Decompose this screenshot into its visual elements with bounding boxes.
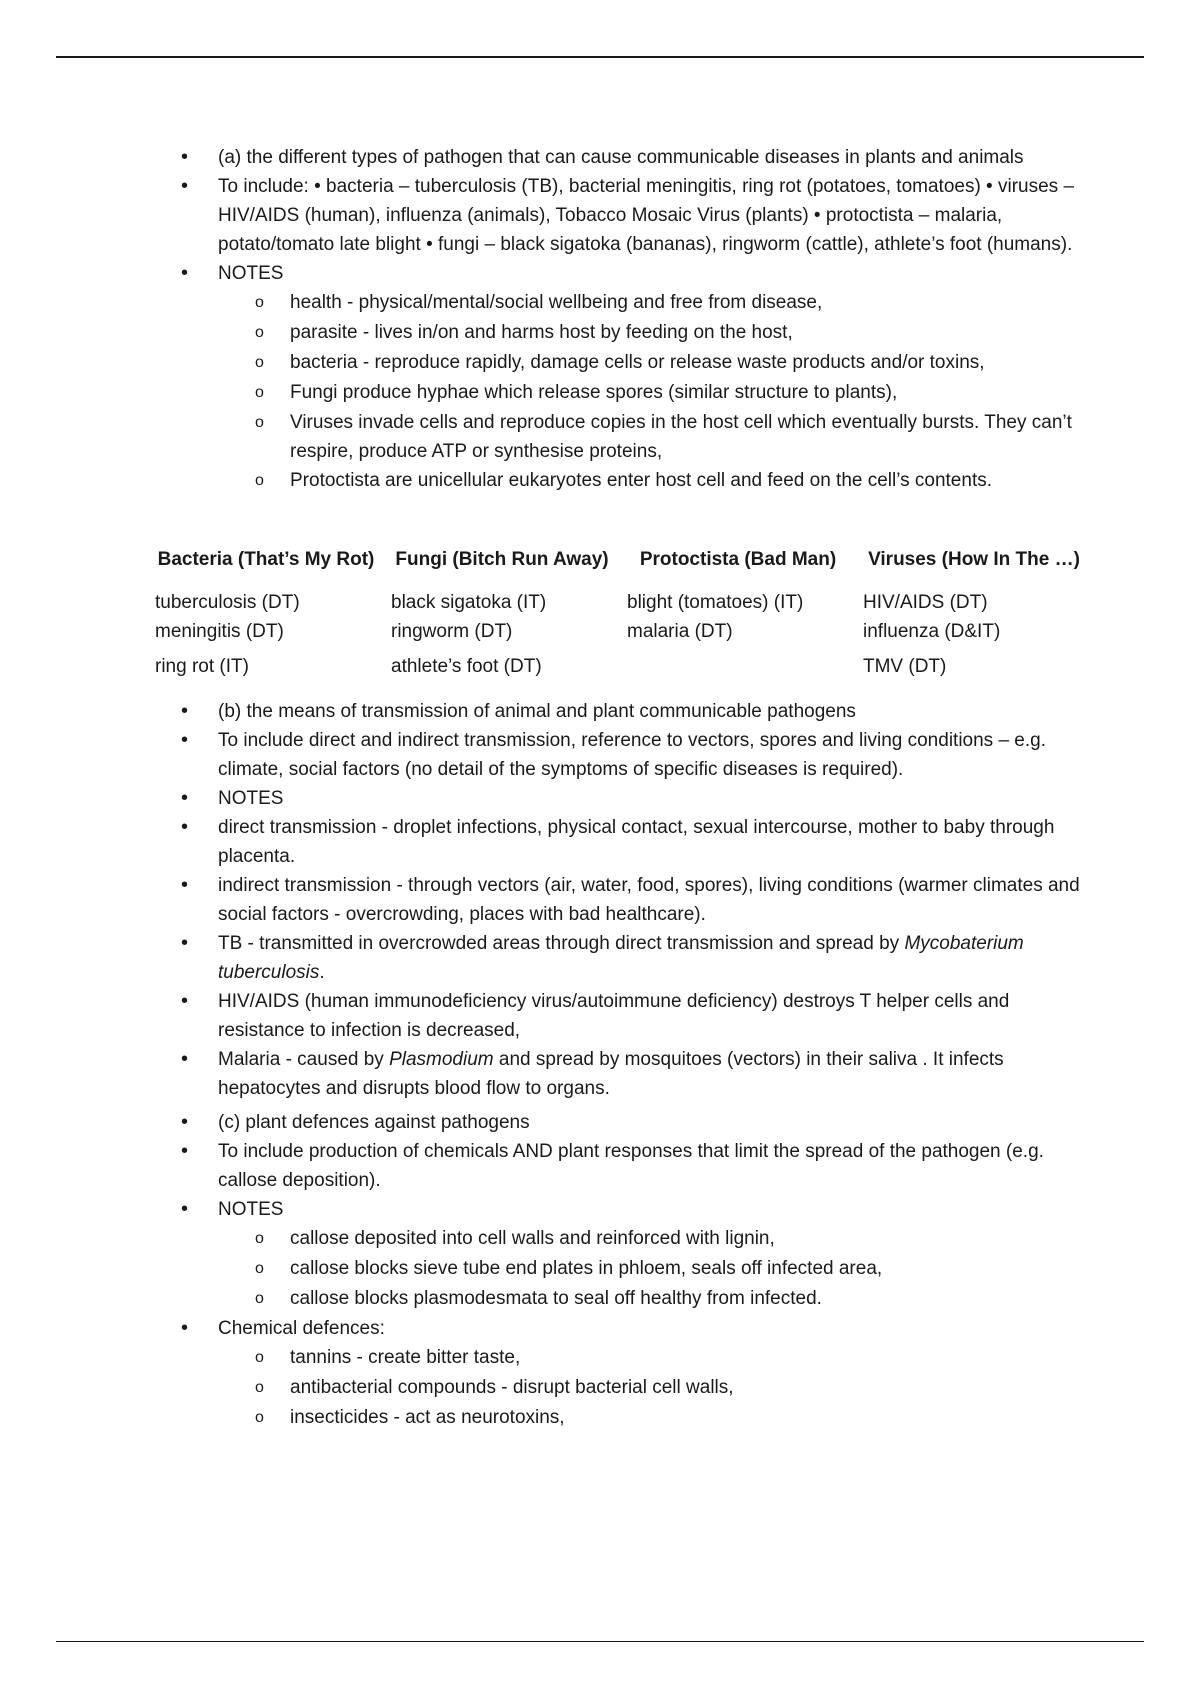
note-item: o insecticides - act as neurotoxins,: [0, 1403, 1200, 1433]
list-item: • (b) the means of transmission of animal and plant communicable pathogens: [0, 697, 1200, 726]
species-name: Mycobaterium tuberculosis: [218, 933, 1024, 983]
table-cell: blight (tomatoes) (IT): [627, 592, 804, 613]
note-item: o tannins - create bitter taste,: [0, 1343, 1200, 1373]
list-item: • HIV/AIDS (human immunodeficiency virus/autoimmune deficiency) destroys T helper cells and resistance to infection is decreased,: [0, 987, 1200, 1045]
section-a: [0, 143, 1200, 496]
table-cell: HIV/AIDS (DT): [863, 592, 988, 613]
table-cell: [620, 646, 856, 681]
note-item: o Protoctista are unicellular eukaryotes enter host cell and feed on the cell’s contents.: [0, 466, 1200, 496]
chemical-defences-list: [0, 1314, 1200, 1343]
table-cell: ring rot (IT): [155, 656, 249, 677]
text-run: TB - transmitted in overcrowded areas through direct transmission and spread by: [218, 933, 905, 954]
list-item: • Chemical defences:: [0, 1314, 1200, 1343]
section-a-list: [0, 143, 1200, 288]
note-item: o bacteria - reproduce rapidly, damage cells or release waste products and/or toxins,: [0, 348, 1200, 378]
list-item: • NOTES: [0, 784, 1200, 813]
table-row: [148, 588, 1092, 617]
section-c-list: [0, 1108, 1200, 1224]
list-item: • To include: • bacteria – tuberculosis (TB), bacterial meningitis, ring rot (potatoes, tomatoes) • viruses – HIV/AIDS (human), influenza (animals), Tobacco Mosaic Virus (plants) • protoctista – malaria, potato/tomato late blight • fungi – black sigatoka (bananas), ringworm (cattle), athlete’s foot (humans).: [0, 172, 1200, 259]
section-b-list: [0, 697, 1200, 1103]
table-header: Viruses (How In The …): [868, 548, 1080, 570]
list-item: • NOTES: [0, 1195, 1200, 1224]
note-item: o health - physical/mental/social wellbeing and free from disease,: [0, 288, 1200, 318]
header-rule: [56, 56, 1144, 58]
section-c-notes: [0, 1224, 1200, 1314]
list-item: [0, 1045, 1200, 1103]
list-item: • (a) the different types of pathogen that can cause communicable diseases in plants and animals: [0, 143, 1200, 172]
note-item: o Viruses invade cells and reproduce copies in the host cell which eventually bursts. They can’t respire, produce ATP or synthesise proteins,: [0, 408, 1200, 466]
table-row: [148, 617, 1092, 646]
section-c: [0, 1108, 1200, 1433]
table-header: Fungi (Bitch Run Away): [395, 548, 609, 570]
text-run: Malaria - caused by: [218, 1049, 390, 1070]
note-item: o Fungi produce hyphae which release spores (similar structure to plants),: [0, 378, 1200, 408]
table-header-row: [148, 530, 1092, 588]
list-item: • NOTES: [0, 259, 1200, 288]
note-item: o callose blocks plasmodesmata to seal off healthy from infected.: [0, 1284, 1200, 1314]
section-a-notes: [0, 288, 1200, 496]
table-cell: athlete’s foot (DT): [391, 656, 542, 677]
text-run: .: [319, 962, 325, 983]
list-item: [0, 929, 1200, 987]
species-name: Plasmodium: [389, 1049, 494, 1070]
note-item: o callose blocks sieve tube end plates in phloem, seals off infected area,: [0, 1254, 1200, 1284]
table-cell: malaria (DT): [627, 621, 733, 642]
text-run: and spread by mosquitoes (vectors) in their saliva . It infects hepatocytes and disrupts blood flow to organs.: [218, 1049, 1004, 1099]
note-item: o callose deposited into cell walls and reinforced with lignin,: [0, 1224, 1200, 1254]
table-cell: ringworm (DT): [391, 621, 513, 642]
list-item: • direct transmission - droplet infections, physical contact, sexual intercourse, mother to baby through placenta.: [0, 813, 1200, 871]
list-item: • To include production of chemicals AND plant responses that limit the spread of the pathogen (e.g. callose deposition).: [0, 1137, 1200, 1195]
table-row: [148, 646, 1092, 681]
table-cell: influenza (D&IT): [863, 621, 1001, 642]
table-header: Bacteria (That’s My Rot): [157, 548, 375, 570]
table-header: Protoctista (Bad Man): [639, 548, 837, 570]
pathogen-table: [148, 530, 1092, 681]
note-item: o antibacterial compounds - disrupt bacterial cell walls,: [0, 1373, 1200, 1403]
list-item: • indirect transmission - through vectors (air, water, food, spores), living conditions (warmer climates and social factors - overcrowding, places with bad healthcare).: [0, 871, 1200, 929]
list-item: • To include direct and indirect transmission, reference to vectors, spores and living conditions – e.g. climate, social factors (no detail of the symptoms of specific diseases is required).: [0, 726, 1200, 784]
section-b: [0, 697, 1200, 1103]
table-cell: TMV (DT): [863, 656, 947, 677]
table-cell: black sigatoka (IT): [391, 592, 547, 613]
footer-rule: [56, 1641, 1144, 1642]
note-item: o parasite - lives in/on and harms host by feeding on the host,: [0, 318, 1200, 348]
table-cell: tuberculosis (DT): [155, 592, 300, 613]
chemical-defences-notes: [0, 1343, 1200, 1433]
list-item: • (c) plant defences against pathogens: [0, 1108, 1200, 1137]
table-cell: meningitis (DT): [155, 621, 284, 642]
